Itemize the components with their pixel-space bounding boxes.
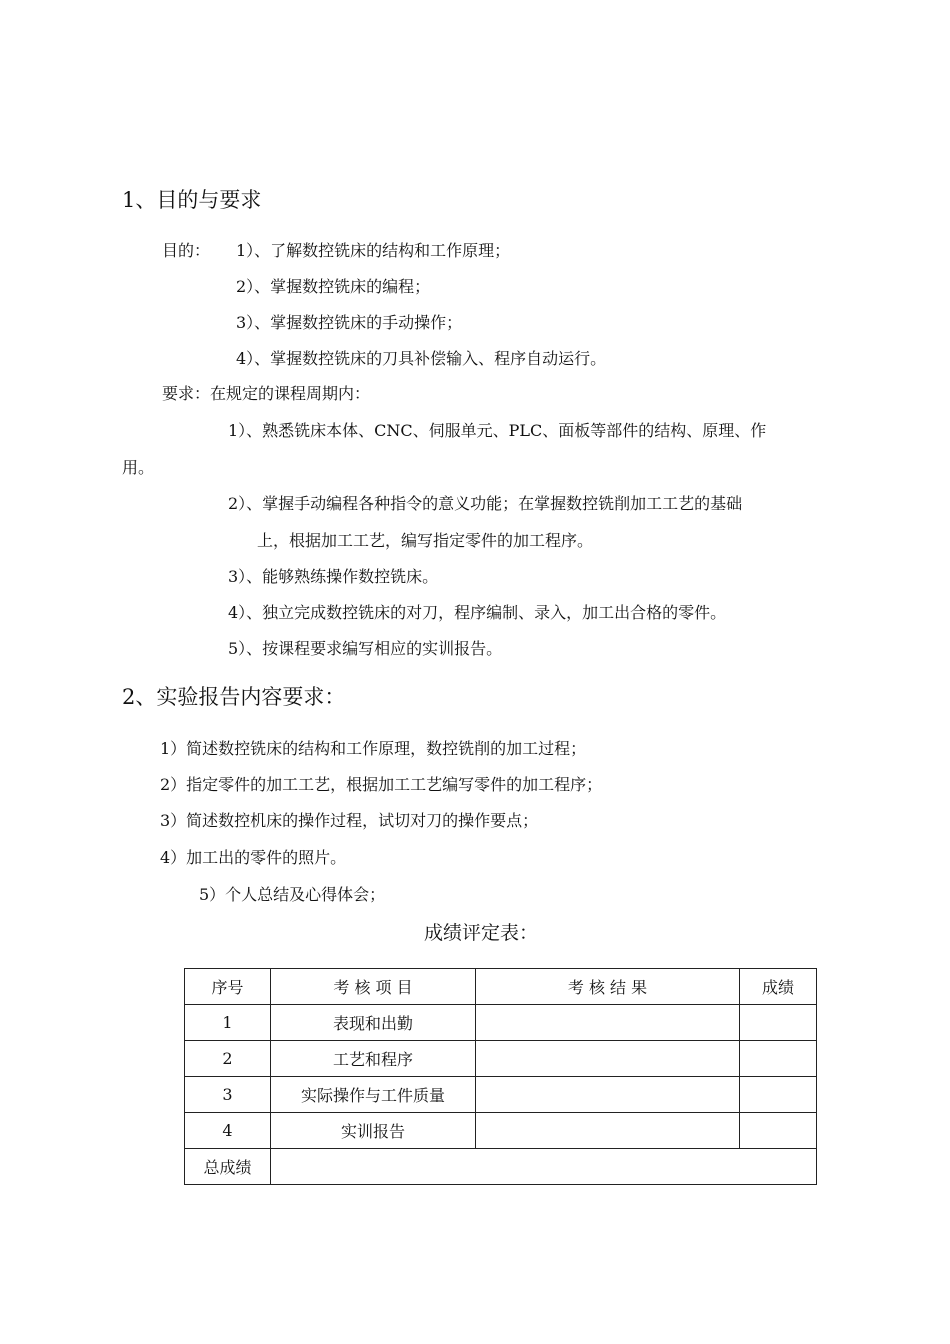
row-number: 3	[185, 1077, 271, 1113]
requirement-2-line1: 2）、掌握手动编程各种指令的意义功能；在掌握数控铣削加工工艺的基础	[228, 494, 743, 513]
report-item-2: 2）指定零件的加工工艺，根据加工工艺编写零件的加工程序；	[160, 775, 603, 794]
total-label: 总成绩	[185, 1149, 271, 1185]
table-row	[185, 1005, 817, 1041]
row-item: 表现和出勤	[271, 1005, 476, 1041]
row-item: 实训报告	[271, 1113, 476, 1149]
table-row	[185, 1041, 817, 1077]
row-number: 2	[185, 1041, 271, 1077]
row-score-cell[interactable]	[740, 1041, 817, 1077]
requirements-intro: 要求：在规定的课程周期内：	[162, 384, 371, 403]
report-item-1: 1）简述数控铣床的结构和工作原理，数控铣削的加工过程；	[160, 739, 587, 758]
requirement-2-line2: 上，根据加工工艺，编写指定零件的加工程序。	[257, 531, 594, 550]
purpose-item-1: 1）、了解数控铣床的结构和工作原理；	[236, 241, 511, 260]
row-result-cell[interactable]	[476, 1077, 740, 1113]
row-result-cell[interactable]	[476, 1113, 740, 1149]
score-table	[184, 968, 817, 1185]
table-header-row	[185, 969, 817, 1005]
section1-heading: 1、目的与要求	[122, 188, 262, 212]
header-item: 考 核 项 目	[271, 969, 476, 1005]
requirement-3: 3）、能够熟练操作数控铣床。	[228, 567, 439, 586]
requirement-1-line2: 用。	[122, 458, 155, 477]
row-number: 1	[185, 1005, 271, 1041]
score-table-title: 成绩评定表：	[424, 922, 539, 944]
report-item-4: 4）加工出的零件的照片。	[160, 848, 347, 867]
requirement-5: 5）、按课程要求编写相应的实训报告。	[228, 639, 503, 658]
purpose-item-3: 3）、掌握数控铣床的手动操作；	[236, 313, 463, 332]
header-number: 序号	[185, 969, 271, 1005]
header-result: 考 核 结 果	[476, 969, 740, 1005]
row-item: 实际操作与工件质量	[271, 1077, 476, 1113]
purpose-item-2: 2）、掌握数控铣床的编程；	[236, 277, 431, 296]
row-score-cell[interactable]	[740, 1077, 817, 1113]
row-score-cell[interactable]	[740, 1113, 817, 1149]
row-result-cell[interactable]	[476, 1005, 740, 1041]
total-row	[185, 1149, 817, 1185]
table-row	[185, 1113, 817, 1149]
section2-heading: 2、实验报告内容要求：	[122, 685, 346, 709]
report-item-3: 3）简述数控机床的操作过程，试切对刀的操作要点；	[160, 811, 539, 830]
purpose-item-4: 4）、掌握数控铣床的刀具补偿输入、程序自动运行。	[236, 349, 607, 368]
requirement-1-line1: 1）、熟悉铣床本体、CNC、伺服单元、PLC、面板等部件的结构、原理、作	[228, 421, 767, 440]
table-row	[185, 1077, 817, 1113]
report-item-5: 5）个人总结及心得体会；	[199, 885, 386, 904]
row-score-cell[interactable]	[740, 1005, 817, 1041]
purpose-label: 目的：	[162, 241, 211, 260]
requirement-4: 4）、独立完成数控铣床的对刀，程序编制、录入，加工出合格的零件。	[228, 603, 727, 622]
header-score: 成绩	[740, 969, 817, 1005]
row-number: 4	[185, 1113, 271, 1149]
row-item: 工艺和程序	[271, 1041, 476, 1077]
row-result-cell[interactable]	[476, 1041, 740, 1077]
total-value-cell[interactable]	[271, 1149, 817, 1185]
